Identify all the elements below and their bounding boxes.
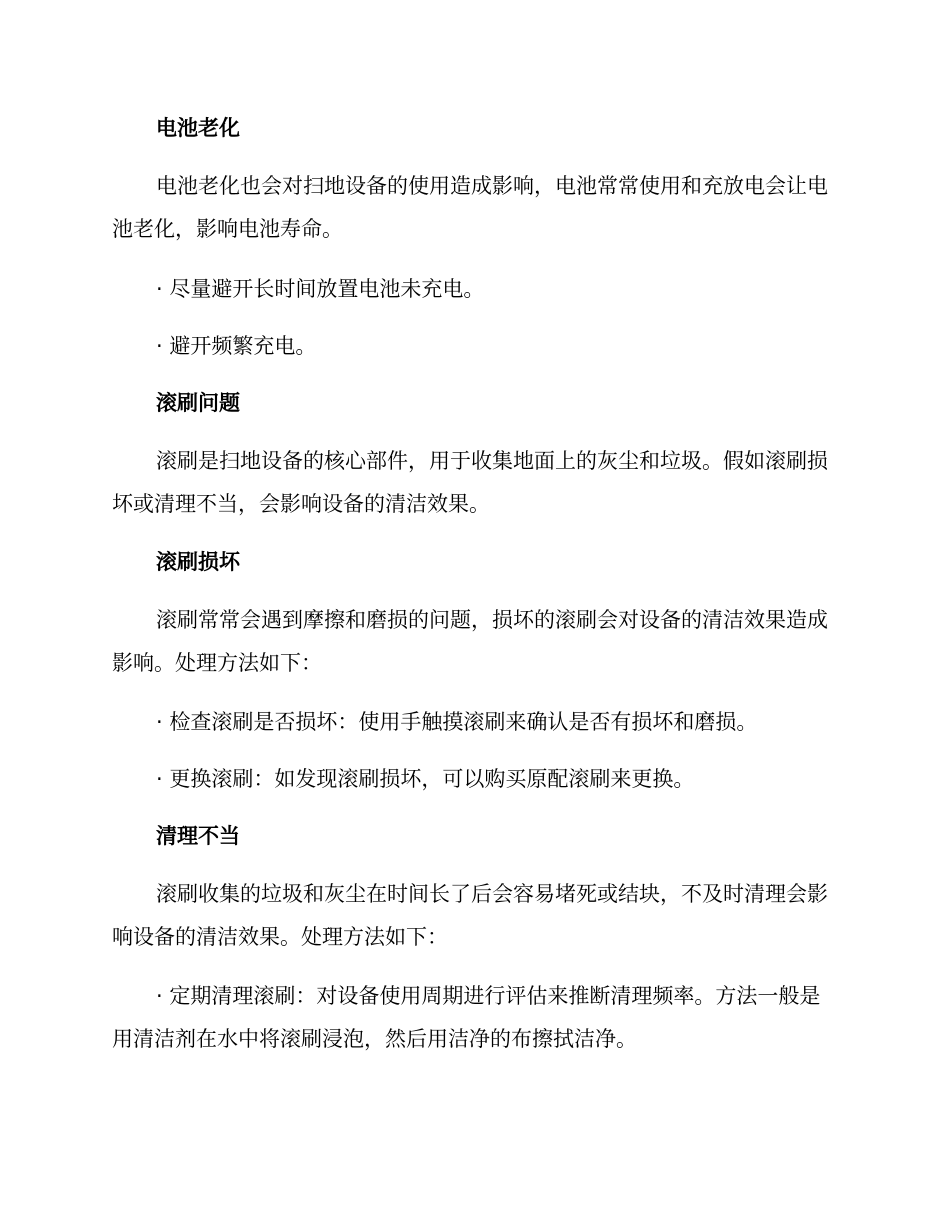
- bullet-avoid-frequent-charging: · 避开频繁充电。: [156, 334, 317, 358]
- section-heading-improper-cleaning: 清理不当: [156, 824, 240, 848]
- paragraph-brush-problems: 滚刷是扫地设备的核心部件，用于收集地面上的灰尘和垃圾。假如滚刷损坏或清理不当，会影响设备的清洁效果。: [112, 449, 828, 516]
- bullet-check-brush: · 检查滚刷是否损坏：使用手触摸滚刷来确认是否有损坏和磨损。: [156, 710, 758, 734]
- paragraph-improper-cleaning: 滚刷收集的垃圾和灰尘在时间长了后会容易堵死或结块，不及时清理会影响设备的清洁效果。处理方法如下：: [112, 882, 828, 949]
- section-heading-brush-problems: 滚刷问题: [156, 391, 240, 415]
- paragraph-battery-aging: 电池老化也会对扫地设备的使用造成影响，电池常常使用和充放电会让电池老化，影响电池寿命。: [112, 174, 828, 241]
- bullet-regular-cleaning: · 定期清理滚刷：对设备使用周期进行评估来推断清理频率。方法一般是用清洁剂在水中将滚刷浸泡，然后用洁净的布擦拭洁净。: [112, 984, 821, 1051]
- bullet-replace-brush: · 更换滚刷：如发现滚刷损坏，可以购买原配滚刷来更换。: [156, 767, 695, 791]
- paragraph-brush-damage: 滚刷常常会遇到摩擦和磨损的问题，损坏的滚刷会对设备的清洁效果造成影响。处理方法如下：: [112, 608, 828, 675]
- section-heading-battery-aging: 电池老化: [156, 116, 240, 140]
- section-heading-brush-damage: 滚刷损坏: [156, 550, 240, 574]
- bullet-avoid-long-storage: · 尽量避开长时间放置电池未充电。: [156, 277, 485, 301]
